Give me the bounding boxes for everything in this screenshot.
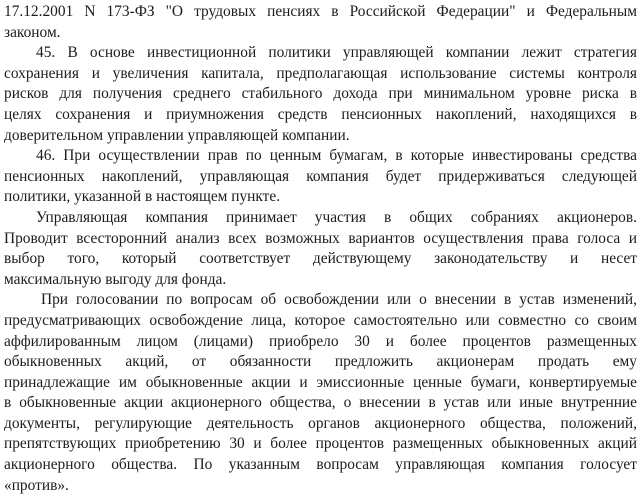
text-line: целях сохранения и приумножения средств пенсионных накоплений, находящихся в	[4, 105, 637, 123]
text-line: рисков для получения среднего стабильного дохода при минимальном уровне риска в	[4, 85, 637, 103]
paragraph-p48	[4, 290, 637, 496]
text-line: документы, регулирующие деятельность органов акционерного общества, положений,	[4, 414, 637, 432]
text-line: При голосовании по вопросам об освобождении или о внесении в устав изменений,	[41, 291, 637, 309]
text-line: акционерного общества. По указанным вопросам управляющая компания голосует	[4, 456, 637, 474]
paragraph-p0	[4, 2, 637, 43]
paragraph-p45	[4, 43, 637, 146]
text-line: аффилированным лицом (лицами) приобрело 30 и более процентов размещенных	[4, 332, 637, 350]
text-line: пенсионных накоплений, управляющая компания будет придерживаться следующей	[4, 167, 637, 185]
paragraph-p47	[4, 208, 637, 290]
text-line: принадлежащие им обыкновенные акции и эмиссионные ценные бумаги, конвертируемые	[4, 373, 637, 391]
text-line: максимальную выгоду для фонда.	[4, 270, 227, 288]
text-line: 46. При осуществлении прав по ценным бумагам, в которые инвестированы средства	[36, 147, 637, 165]
text-line: политики, указанной в настоящем пункте.	[4, 188, 281, 206]
text-line: доверительном управлении управляющей компании.	[4, 126, 350, 144]
text-line: обыкновенных акций, от обязанности предложить акционерам продать ему	[4, 353, 637, 371]
text-line: выбор того, который соответствует действующему законодательству и несет	[4, 250, 637, 268]
text-line: сохранения и увеличения капитала, предполагающая использование системы контроля	[4, 64, 637, 82]
paragraph-p46	[4, 146, 637, 208]
text-line: Управляющая компания принимает участия в общих собраниях акционеров.	[36, 208, 637, 226]
text-line: 17.12.2001 N 173-ФЗ "О трудовых пенсиях в Российской Федерации" и Федеральным	[4, 3, 637, 20]
text-line: препятствующих приобретению 30 и более процентов размещенных обыкновенных акций	[4, 435, 637, 453]
text-line: Проводит всесторонний анализ всех возможных вариантов осуществления права голоса и	[4, 229, 637, 247]
text-line: 45. В основе инвестиционной политики управляющей компании лежит стратегия	[36, 44, 637, 62]
document-page	[4, 2, 637, 496]
text-line: предусматривающих освобождение лица, которое самостоятельно или совместно со своим	[4, 311, 637, 329]
text-line: в обыкновенные акции акционерного общества, о внесении в устав или иные внутренние	[4, 394, 637, 412]
text-line: «против».	[4, 476, 69, 494]
text-line: законом.	[4, 23, 61, 41]
